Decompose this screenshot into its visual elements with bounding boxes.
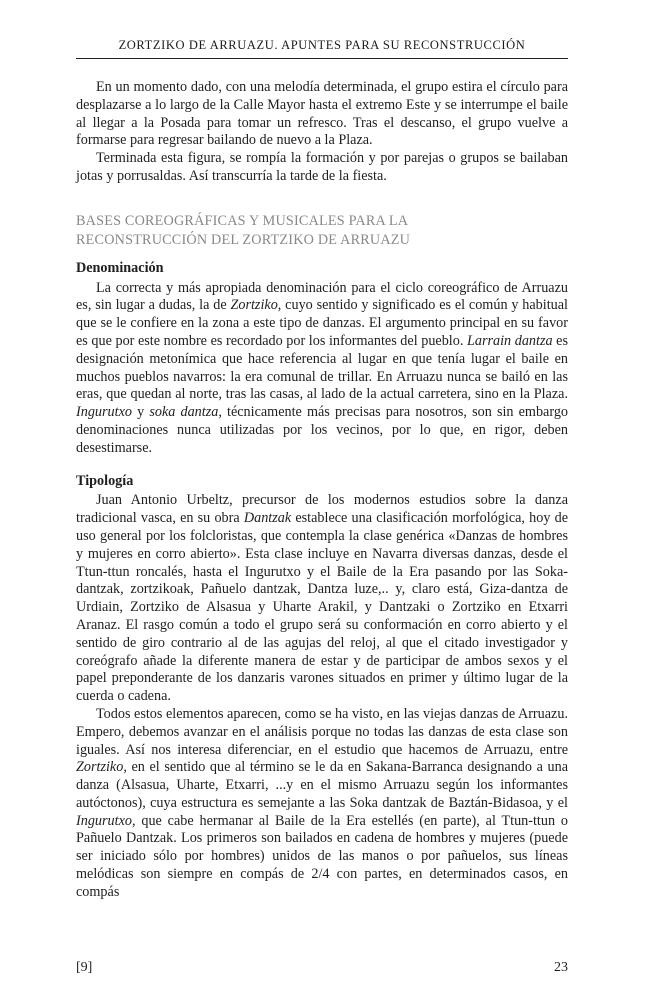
text-run: Todos estos elementos aparecen, como se ha visto, en las viejas danzas de Arruazu. Empero, debemos avanzar en el análisis porque no todas las danzas de esta clase son iguales. Así nos interesa diferenciar, en el estudio que hacemos de Arruazu, entre — [76, 705, 568, 758]
section-title-line-2: RECONSTRUCCIÓN DEL ZORTZIKO DE ARRUAZU — [76, 231, 411, 248]
text-run: establece una clasificación morfológica, hoy de uso general por los folcloristas, que contempla la clase genérica «Danzas de hombres y mujeres en corro abierto». Esta clase incluye en Navarra diversas danzas, desde el Ttun-ttun roncalés, hasta el Ingurutxo y el Baile de la Era pasando por las Soka-dantzak, zortzikoak, Pañuelo dantzak, Dantza luze,.. y, claro está, Giza-dantza de Urdiain, Zortziko de Alsasua y Uharte Arakil, y Dantzaki o Zortziko en Etxarri Aranaz. El rasgo común a todo el grupo será su conformación en corro abierto y el sentido de giro contrario al de las agujas del reloj, al que el citado investigador y coreógrafo añade la diferente manera de estar y de participar de ambos sexos y el papel preponderante de los danzaris varones situados en primer y último lugar de la cuerda o cadena. — [76, 510, 568, 705]
text-run: Juan Antonio Urbeltz, precursor de los modernos estudios sobre la danza tradicional vasca, en su obra — [76, 492, 568, 527]
tipologia-paragraph-1 — [76, 492, 568, 706]
text-run: y — [131, 404, 150, 421]
subheading-denominacion: Denominación — [76, 259, 164, 276]
intro-paragraph-1: En un momento dado, con una melodía determinada, el grupo estira el círculo para desplazarse a lo largo de la Calle Mayor hasta el extremo Este y se interrumpe el baile al llegar a la Posada para tomar un refresco. Tras el descanso, el grupo vuelve a formarse para regresar bailando de nuevo a la Plaza. — [76, 79, 568, 149]
body-text — [76, 79, 568, 902]
text-run: , en el sentido que al término se le da en Sakana-Barranca designando a una danza (Alsasua, Uharte, Etxarri, ...y en el mismo Arruazu según los informantes autóctonos), cuya estructura es semejante a las Soka dantzak de Baztán-Bidasoa, y el — [76, 759, 568, 811]
footer-section-number: [9] — [76, 960, 93, 975]
subheading-tipologia: Tipología — [76, 472, 134, 489]
header-rule — [76, 58, 568, 59]
italic-term: soka dantza — [149, 404, 219, 421]
italic-term: Zortziko — [230, 297, 278, 314]
text-run: , que cabe hermanar al Baile de la Era estellés (en parte), al Ttun-ttun o Pañuelo Dantzak. Los primeros son bailados en cadena de hombres y mujeres (puede ser iniciado sólo por hombres) unidos de las manos o por pañuelos, sus líneas melódicas son siempre en compás de 2/4 con partes, en determinados casos, en compás — [76, 812, 568, 900]
italic-term: Larrain dantza — [466, 332, 553, 349]
text-run: , cuyo sentido y significado es el común y habitual que se le confiere en la zona a este tipo de danzas. El argumento principal en su favor es que por este nombre es recordado por los informantes del pueblo. — [76, 297, 568, 349]
running-header: ZORTZIKO DE ARRUAZU. APUNTES PARA SU RECONSTRUCCIÓN — [118, 38, 526, 52]
page-number: 23 — [554, 960, 568, 975]
section-title-line-1: BASES COREOGRÁFICAS Y MUSICALES PARA LA — [76, 212, 409, 229]
tipologia-paragraph-2 — [76, 706, 568, 902]
intro-paragraph-2: Terminada esta figura, se rompía la formación y por parejas o grupos se bailaban jotas y porrusaldas. Así transcurría la tarde de la fiesta. — [76, 150, 568, 184]
italic-term: Dantzak — [243, 510, 292, 527]
italic-term: Ingurutxo — [76, 404, 132, 421]
italic-term: Ingurutxo — [76, 812, 132, 829]
section-title — [76, 212, 568, 250]
text-run: La correcta y más apropiada denominación para el ciclo coreográfico de Arruazu es, sin lugar a dudas, la de — [76, 279, 568, 314]
text-run: , técnicamente más precisas para nosotros, son sin embargo denominaciones nunca utilizadas por los vecinos, por lo que, en rigor, deben desestimarse. — [76, 404, 569, 456]
denominacion-paragraph — [76, 280, 568, 458]
text-run: es designación metonímica que hace referencia al lugar en que tenía lugar el baile en muchos pueblos navarros: la era comunal de trillar. En Arruazu nunca se bailó en las eras, que quedan al norte, tras las casas, al lado de la actual carretera, sino en la Plaza. — [76, 332, 568, 403]
italic-term: Zortziko — [76, 759, 124, 776]
